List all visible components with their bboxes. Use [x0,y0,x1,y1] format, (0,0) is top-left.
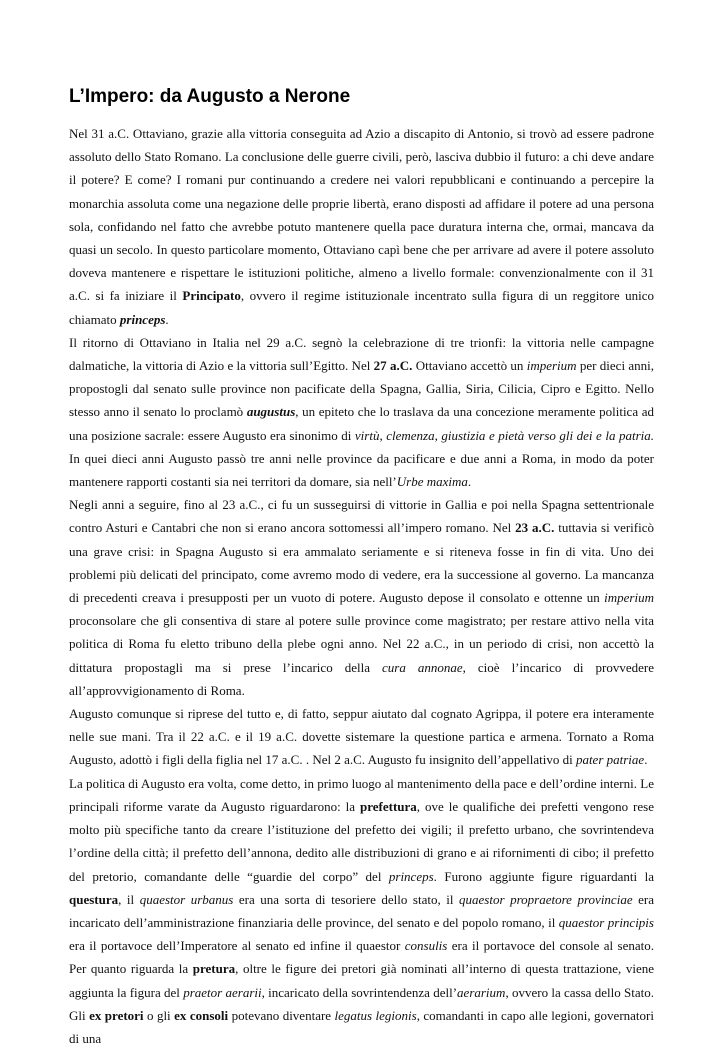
text-run: per dieci anni, propostogli dal senato sulle province non pacificate della Spagna, Gallia, Siria, Cilicia, Cipro e Egitto. Nello stesso anno il senato lo proclamò [69,358,655,420]
text-run: Il ritorno di Ottaviano in Italia nel 29 a.C. segnò la celebrazione di tre trionfi: la vittoria nelle campagne dalmatiche, la vittoria di Azio e la vittoria sull’Egitto. Nel [69,334,654,374]
bold-text: 23 a.C. [515,520,555,536]
bold-text: ex pretori [89,1007,144,1023]
italic-text: quaestor propraetore provinciae [459,891,633,907]
paragraph-3 [69,493,654,702]
text-run: La politica di Augusto era volta, come detto, in primo luogo al mantenimento della pace e dell’ordine interni. Le principali riforme varate da Augusto riguardarono: la [69,775,654,814]
bold-text: princeps [119,311,166,327]
text-run: , comandanti in capo alle legioni, governatori di una [69,1007,654,1046]
text-run: Augusto comunque si riprese del tutto e, di fatto, seppur aiutato dal cognato Agrippa, il potere era interamente nelle sue mani. Tra il 22 a.C. e il 19 a.C. dovette sistemare la questione partica e armena. Tornato a Roma Augusto, adottò i figli della figlia nel 17 a.C. . Nel 2 a.C. Augusto fu insignito dell’appellativo di [69,706,654,768]
italic-text: imperium [526,358,577,374]
bold-text: pretura [192,961,236,977]
document-title: L’Impero: da Augusto a Nerone [69,86,351,107]
italic-text: praetor aerarii, [183,984,265,1000]
text-run: potevano diventare [228,1007,335,1023]
italic-text: consulis [404,938,448,954]
italic-text: quaestor principis [558,914,654,930]
italic-text: virtù, clemenza, giustizia e pietà verso gli dei e la patria. [354,427,655,443]
italic-text: imperium [604,590,654,606]
italic-text: aerarium [457,984,506,1000]
text-run: . [644,752,648,768]
text-run: , un epiteto che lo traslava da una concezione meramente politica ad una posizione sacrale: essere Augusto era sinonimo di [69,404,655,443]
text-run: era il portavoce dell’Imperatore al senato ed infine il quaestor [69,938,405,954]
text-run: era il portavoce del console al senato. Per quanto riguarda la [69,938,655,977]
bold-text: 27 a.C. [373,358,413,374]
italic-text: Urbe maxima [396,474,468,490]
text-run: , oltre le figure dei pretori già nominati all’interno di questa trattazione, viene aggiunta la figura del [69,961,654,1000]
text-run: Negli anni a seguire, fino al 23 a.C., ci fu un susseguirsi di vittorie in Gallia e poi nella Spagna settentrionale contro Asturi e Cantabri che non si erano ancora sottomessi all’impero romano. Nel [69,497,654,536]
text-run: In quei dieci anni Augusto passò tre anni nelle province da pacificare e due anni a Roma, in modo da poter mantenere rapporti costanti sia nei territori da domare, sia nell’ [69,450,654,490]
paragraph-5 [69,772,654,1050]
text-run: , cioè l’incarico di provvedere all’approvvigionamento di Roma. [69,659,654,698]
text-run: . [165,311,169,327]
text-run: era incaricato dell’amministrazione finanziaria delle province, del senato e del popolo romano, il [69,891,655,930]
text-run: Ottaviano accettò un [412,358,527,374]
text-run: , ovvero la cassa dello Stato. Gli [69,984,654,1023]
italic-text: legatus legionis [334,1007,417,1023]
paragraph-2 [69,331,654,493]
text-run: , il [118,891,140,907]
bold-text: ex consoli [174,1007,229,1023]
document-body [69,122,654,1050]
italic-text: pater patriae [575,752,645,768]
text-run: , ovvero il regime istituzionale incentrato sulla figura di un reggitore unico chiamato [69,288,654,327]
text-run: incaricato della sovrintendenza dell’ [264,984,458,1000]
paragraph-4 [69,702,654,772]
italic-text: quaestor urbanus [139,891,234,907]
text-run: , ove le qualifiche dei prefetti vengono rese molto più specifiche tanto da creare l’istituzione del prefetto dei vigili; il prefetto urbano, che sovrintendeva l’ordine della città; il prefetto dell’annona, dedito alle distribuzioni di grano e ai rifornimenti di cibo; il prefetto del pretorio, comandante delle “guardie del corpo” del [69,798,654,884]
bold-text: questura [69,891,119,907]
bold-text: augustus [246,404,296,420]
italic-text: cura annonae [382,659,463,675]
text-run: era una sorta di tesoriere dello stato, il [233,891,460,907]
italic-text: princeps [388,868,434,884]
bold-text: prefettura [360,798,417,814]
text-run: tuttavia si verificò una grave crisi: in Spagna Augusto si era ammalato seriamente e si riteneva fosse in fin di vita. Uno dei problemi più delicati del principato, come avremo modo di vedere, era la successione al governo. La mancanza di precedenti creava i presupposti per un vuoto di potere. Augusto depose il consolato e ottenne un [69,520,654,606]
text-run: o gli [143,1007,175,1023]
paragraph-1 [69,122,654,331]
text-run: proconsolare che gli consentiva di stare al potere sulle province come magistrato; per restare attivo nella vita politica di Roma fu eletto tribuno della plebe ogni anno. Nel 22 a.C., in un periodo di crisi, non accettò la dittatura propostagli ma si prese l’incarico della [69,613,654,675]
text-run: . [467,474,472,490]
text-run: . Furono aggiunte figure riguardanti la [433,868,654,884]
text-run: Nel 31 a.C. Ottaviano, grazie alla vittoria conseguita ad Azio a discapito di Antonio, si trovò ad essere padrone assoluto dello Stato Romano. La conclusione delle guerre civili, però, lasciva dubbio il futuro: a chi deve andare il potere? E come? I romani pur continuando a credere nei valori repubblicani e continuando a percepire la monarchia assoluta come una negazione delle proprie libertà, erano disposti ad affidare il potere ad una persona sola, confidando nel fatto che avrebbe potuto mantenere quella pace duratura interna che, ormai, mancava da quasi un secolo. In questo particolare momento, Ottaviano capì bene che per arrivare ad avere il potere assoluto doveva mantenere e rispettare le istituzioni politiche, almeno a livello formale: convenzionalmente con il 31 a.C. si fa iniziare il [69,126,654,304]
bold-text: Principato [182,288,241,304]
